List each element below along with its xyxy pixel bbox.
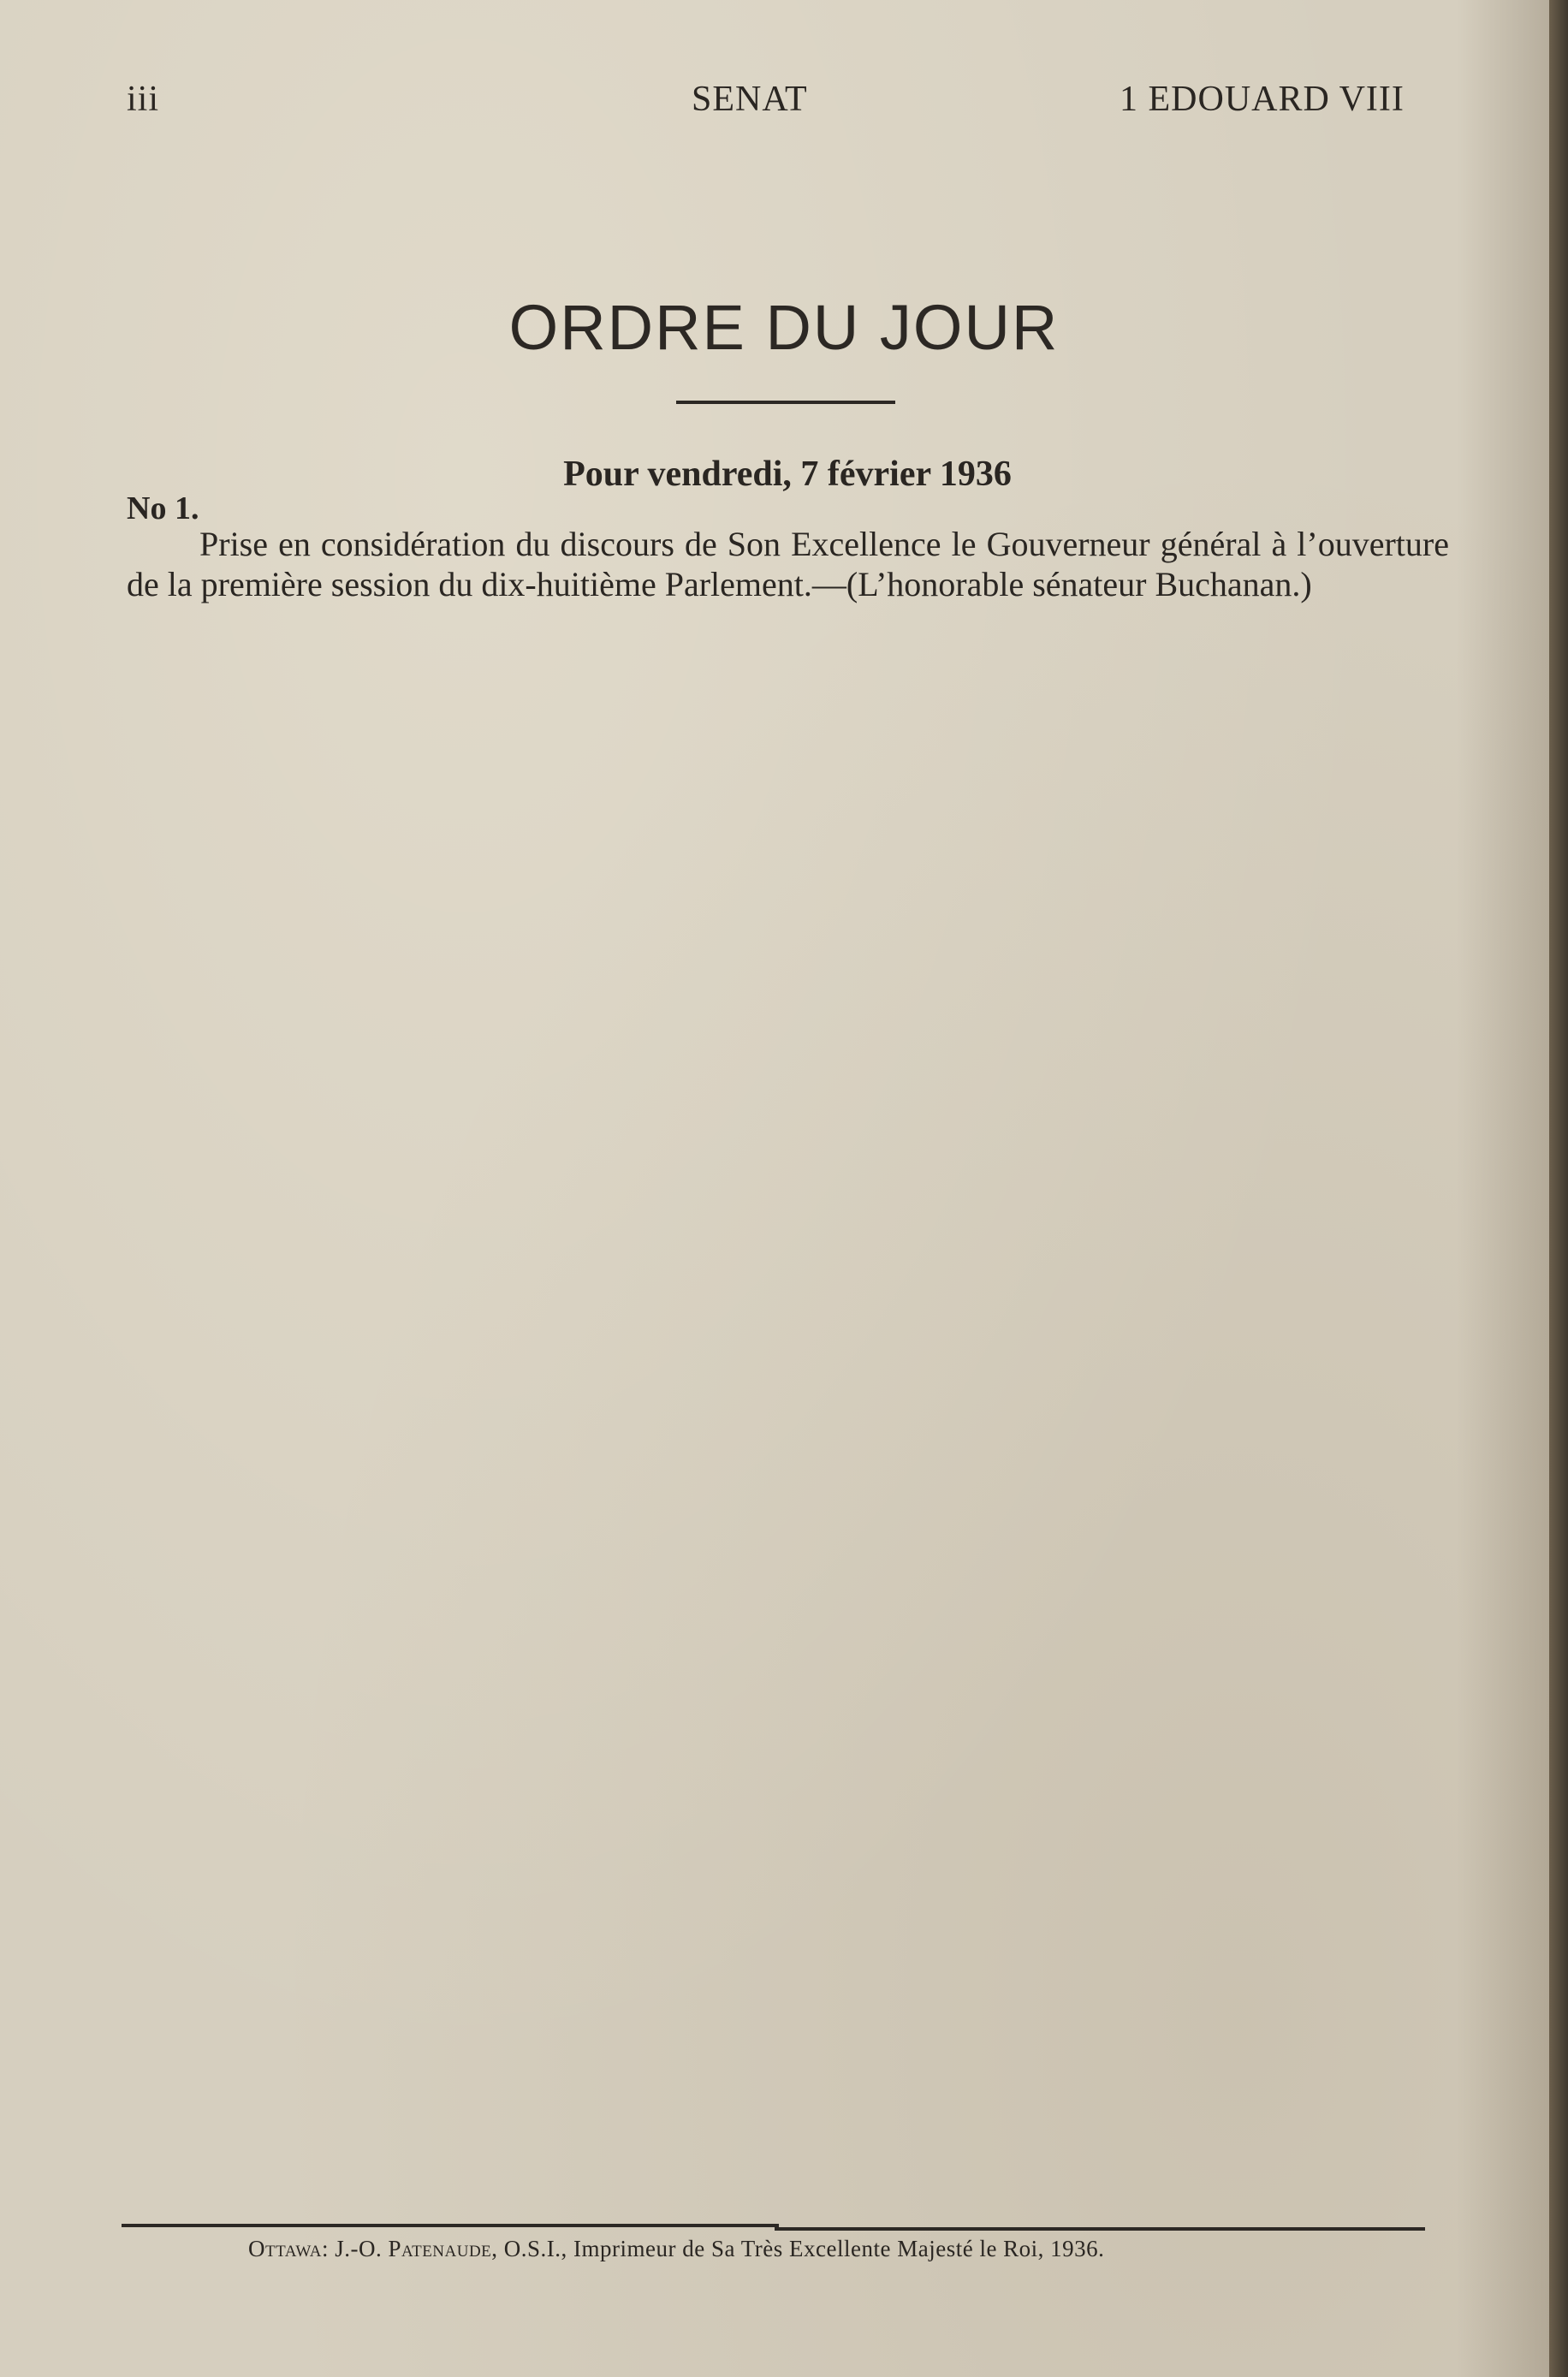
regnal-year: 1 EDOUARD VIII (1120, 80, 1405, 119)
imprint-printer-name: J.-O. Patenaude (335, 2236, 492, 2261)
section-name: SENAT (692, 80, 808, 119)
printer-imprint: Ottawa: J.-O. Patenaude, O.S.I., Imprimeur de Sa Très Excellente Majesté le Roi, 1936. (248, 2236, 1105, 2261)
imprint-city: Ottawa (248, 2236, 322, 2261)
book-spine-edge (1549, 0, 1568, 2377)
order-item-number: No 1. (127, 490, 199, 526)
footer-rule (122, 2224, 779, 2227)
title-divider (676, 401, 895, 404)
footer-rule (775, 2227, 1425, 2231)
running-head (0, 79, 1549, 130)
page-title: ORDRE DU JOUR (508, 292, 1060, 363)
order-item-text: Prise en considération du discours de Son Excellence le Gouverneur général à l’ouverture de la première session du dix-huitième Parlement.—(L’honorable sénateur Buchanan.) (127, 525, 1449, 603)
date-heading: Pour vendredi, 7 février 1936 (563, 455, 1012, 494)
page-number: iii (127, 80, 160, 119)
imprint-rest: , O.S.I., Imprimeur de Sa Très Excellente Majesté le Roi, 1936. (491, 2236, 1105, 2261)
